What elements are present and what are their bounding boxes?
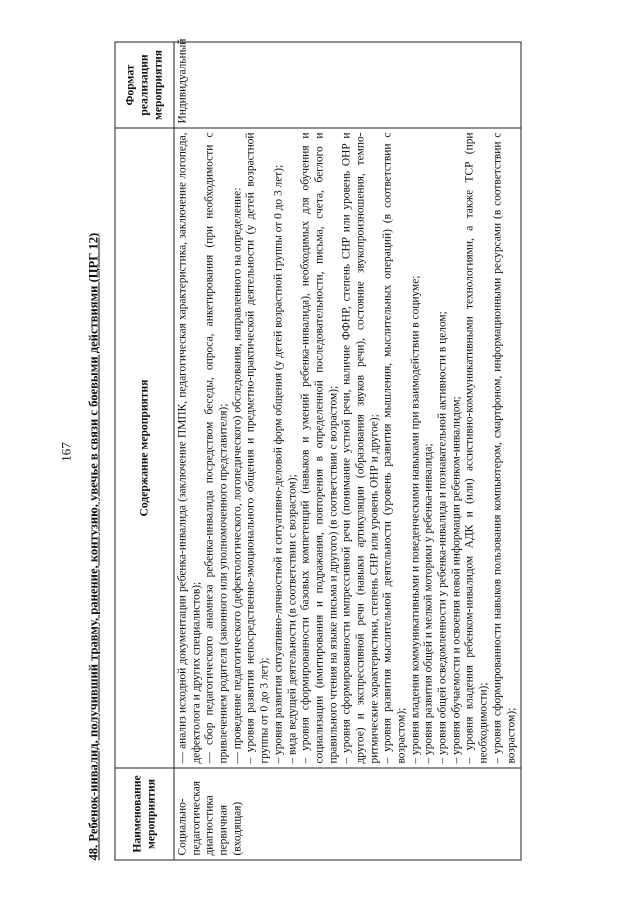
- content-line: – уровня обучаемости и освоения новой информации ребенком-инвалидом;: [450, 396, 463, 764]
- content-line: – уровня сформированности навыков пользования компьютером, смартфоном, информационными ресурсами (в соответствии с возрастом);: [491, 132, 517, 764]
- header-format: Формат реализации мероприятия: [115, 42, 174, 128]
- content-line: – вида ведущей деятельности (в соответствии с возрастом);: [286, 474, 298, 764]
- header-content: Содержание мероприятия: [115, 128, 174, 768]
- content-line: – уровня сформированности базовых компетенций (навыков и умений ребенка-инвалида), необходимых для обучения и социализации (имитирования и подражания, повторения в определенной последовательности, письма, счета, беглого и правильного чтения на языке письма и другого) (в соответствии с возрастом);: [299, 132, 340, 764]
- measure-name-cell: Социально-педагогическая диагностика первичная (входящая): [174, 768, 521, 860]
- page-number: 167: [58, 442, 74, 462]
- rotated-sheet: [51, 40, 591, 865]
- measure-format-cell: Индивидуальный: [174, 42, 521, 128]
- content-line: — проведение педагогического (дефектологического, логопедического) обследования, направленного на определение:: [231, 187, 244, 764]
- content-line: – уровня владения ребенком-инвалидом АДК и (или) ассистивно-коммуникативными технологиями, а также ТСР (при необходимости);: [463, 132, 490, 764]
- content-line: – уровня развития мыслительной деятельности (уровень развития мышления, мыслительных операций) (в соответствии с возрастом);: [381, 132, 408, 764]
- table-header-row: [115, 42, 174, 860]
- header-name: Наименование мероприятия: [115, 768, 174, 860]
- table-row: [174, 42, 521, 860]
- content-line: – уровня развития ситуативно-личностной и ситуативно-деловой форм общения (у детей возрастной группы от 0 до 3 лет);: [272, 164, 285, 764]
- content-line: – уровня владения коммуникативными и поведенческими навыками при взаимодействии в социуме;: [409, 275, 422, 764]
- measures-table: [115, 38, 522, 861]
- content-line: – уровня развития общей и мелкой моторики у ребенка-инвалида;: [422, 443, 435, 764]
- content-line: – уровня сформированности импрессивной речи (понимание устной речи, наличие ФФНР, степень СНР или уровень ОНР и другое) и экспрессивной речи (навыки артикуляции (образования звуков речи), состояние звукопроизношения, темпо-ритмические характеристики, степень СНР или уровень ОНР и другое);: [340, 132, 381, 764]
- section-heading: 48. Ребенок-инвалид, получивший травму, ранение, контузию, увечье в связи с боевыми действиями (ЦРГ 12): [86, 232, 101, 861]
- content-line: — сбор педагогического анамнеза ребенка-инвалида посредством беседы, опроса, анкетирования (при необходимости с привлечением родителя (законного или уполномоченного представителя);: [203, 132, 230, 764]
- content-line: – уровня общей осведомленности у ребенка-инвалида и познавательной активности в целом;: [436, 311, 449, 764]
- measure-content-cell: [174, 128, 521, 768]
- content-line: — анализ исходной документации ребенка-инвалида (заключение ПМПК, педагогическая характеристика, заключение логопеда, дефектолога и других специалистов);: [176, 132, 203, 764]
- content-line: – уровня развития непосредственно-эмоционального общения и предметно-практической деятельности (у детей возрастной группы от 0 до 3 лет);: [244, 132, 271, 764]
